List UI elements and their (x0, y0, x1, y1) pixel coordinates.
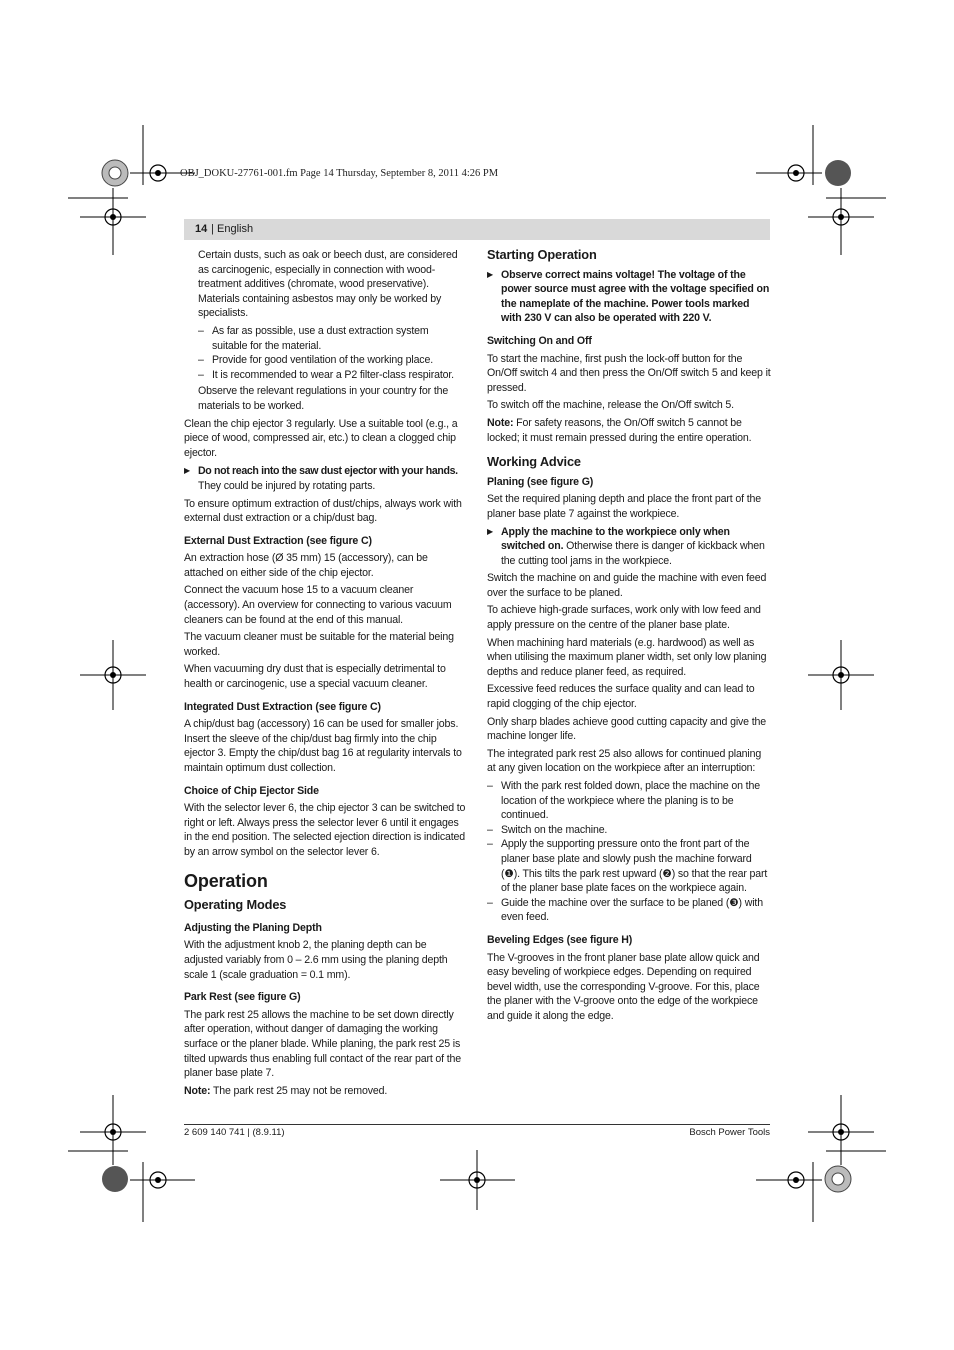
paragraph: An extraction hose (Ø 35 mm) 15 (accessory), can be attached on either side of the chip ejector. (184, 552, 428, 579)
paragraph: To achieve high-grade surfaces, work only with low feed and apply pressure on the centre of the planer base plate. (487, 604, 761, 632)
list-item: – Apply the supporting pressure onto the front part of the planer base plate and slowly push the machine forward (❶). This tilts the park rest upward (❷) so that the rear part of the planer base plate faces on the workpiece again. (487, 838, 768, 895)
list-item: – Guide the machine over the surface to be planed (❸) with even feed. (487, 896, 763, 924)
list-item: – With the park rest folded down, place the machine on the location of the workpiece where the planing is to be continued. (487, 780, 760, 822)
paragraph: The park rest 25 allows the machine to be set down directly after operation, without danger of damaging the working surface or the planer blade. While planing, the park rest 25 is tilted upwards thus enabling full contact of the rear part of the planer base plate 7. (184, 1008, 462, 1080)
paragraph: The integrated park rest 25 also allows for continued planing at any given location on the workpiece after an interruption: (487, 747, 762, 775)
bullet-triangle-icon: ▶ (184, 466, 191, 476)
section-heading: Operating Modes (184, 897, 287, 913)
paragraph: When vacuuming dry dust that is especially detrimental to health or carcinogenic, use a special vacuum cleaner. (184, 663, 446, 691)
section-heading: Choice of Chip Ejector Side (184, 784, 319, 797)
paragraph: Connect the vacuum hose 15 to a vacuum cleaner (accessory). An overview for connecting to various vacuum cleaners can be found at the end of this manual. (184, 584, 452, 626)
warning-item: ▶ Do not reach into the saw dust ejector with your hands. They could be injured by rotating parts. (184, 465, 458, 492)
note: Note: For safety reasons, the On/Off switch 5 cannot be locked; it must remain pressed during the entire operation. (487, 416, 752, 444)
page-header: 14 | English (184, 219, 770, 240)
paragraph: Observe the relevant regulations in your country for the materials to be worked. (198, 385, 449, 412)
right-column (487, 248, 771, 1027)
warning-item: ▶ Apply the machine to the workpiece only when switched on. Otherwise there is danger of kickback when the cutting tool jams in the workpiece. (487, 525, 765, 567)
header-language: English (217, 223, 254, 235)
footer-doc-number: 2 609 140 741 | (8.9.11) (184, 1127, 285, 1138)
chapter-heading: Operation (184, 870, 268, 891)
page-number: 14 (195, 223, 208, 235)
paragraph: Clean the chip ejector 3 regularly. Use a suitable tool (e.g., a piece of wood, compressed air, etc.) to clean a clogged chip ejector. (184, 417, 458, 459)
paragraph: The V-grooves in the front planer base plate allow quick and easy beveling of workpiece edges. Depending on required bevel width, use the corresponding V-groove. For this, place the planer with the V-groove onto the edge of the workpiece and guide it along the edge. (487, 951, 760, 1022)
section-heading: Working Advice (487, 454, 581, 470)
footer-brand: Bosch Power Tools (689, 1127, 770, 1138)
section-heading: Switching On and Off (487, 334, 592, 347)
paragraph: To switch off the machine, release the On/Off switch 5. (487, 399, 734, 412)
section-heading: Starting Operation (487, 247, 597, 262)
print-info: OBJ_DOKU-27761-001.fm Page 14 Thursday, September 8, 2011 4:26 PM (180, 168, 499, 179)
list-item: – Provide for good ventilation of the working place. (198, 354, 433, 367)
section-heading: Adjusting the Planing Depth (184, 921, 322, 934)
footer-rule (184, 1124, 770, 1125)
list-item: – Switch on the machine. (487, 823, 608, 836)
paragraph: Set the required planing depth and place the front part of the planer base plate 7 against the workpiece. (487, 493, 761, 520)
paragraph: Excessive feed reduces the surface quality and can lead to rapid clogging of the chip ejector. (487, 683, 755, 711)
section-heading: External Dust Extraction (see figure C) (184, 534, 372, 547)
list-item: – It is recommended to wear a P2 filter-class respirator. (198, 368, 454, 381)
bullet-triangle-icon: ▶ (487, 269, 494, 279)
paragraph: Only sharp blades achieve good cutting capacity and give the machine longer life. (487, 715, 766, 743)
paragraph: To start the machine, first push the lock-off button for the On/Off switch 4 and then press the On/Off switch 5 and keep it pressed. (487, 352, 771, 394)
paragraph: To ensure optimum extraction of dust/chips, always work with external dust extraction or a chip/dust bag. (184, 497, 462, 525)
list-item: – As far as possible, use a dust extraction system suitable for the material. (198, 324, 429, 352)
paragraph: A chip/dust bag (accessory) 16 can be used for smaller jobs. Insert the sleeve of the chip/dust bag firmly into the chip ejector 3. Empty the chip/dust bag 16 at regularity intervals to maintain optimum dust collection. (184, 718, 462, 774)
bullet-triangle-icon: ▶ (487, 526, 494, 536)
note: Note: The park rest 25 may not be removed. (184, 1084, 388, 1097)
section-heading: Integrated Dust Extraction (see figure C) (184, 700, 381, 713)
paragraph: The vacuum cleaner must be suitable for the material being worked. (184, 631, 454, 658)
paragraph: Switch the machine on and guide the machine with even feed over the surface to be planed. (487, 572, 767, 599)
section-heading: Planing (see figure G) (487, 475, 594, 488)
paragraph: Certain dusts, such as oak or beech dust, are considered as carcinogenic, especially in connection with wood-treatment additives (chromate, wood preservative). Materials containing asbestos may only be worked by specialists. (198, 249, 458, 320)
left-column (184, 248, 466, 1101)
paragraph: When machining hard materials (e.g. hardwood) as well as when utilising the maximum planer width, set only low planing depths and reduce planer feed, as required. (487, 636, 767, 678)
paragraph: With the selector lever 6, the chip ejector 3 can be switched to right or left. Always press the selector lever 6 until it engages in the end position. The selected ejection direction is indicated by an arrow symbol on the selector lever 6. (184, 802, 466, 858)
paragraph: With the adjustment knob 2, the planing depth can be adjusted variably from 0 – 2.6 mm using the planing depth scale 1 (scale graduation = 0.1 mm). (184, 939, 448, 981)
section-heading: Park Rest (see figure G) (184, 991, 301, 1004)
section-heading: Beveling Edges (see figure H) (487, 933, 633, 946)
warning-item: ▶ Observe correct mains voltage! The voltage of the power source must agree with the voltage specified on the nameplate of the machine. Power tools marked with 230 V can also be operated with 220 V. (487, 268, 770, 325)
